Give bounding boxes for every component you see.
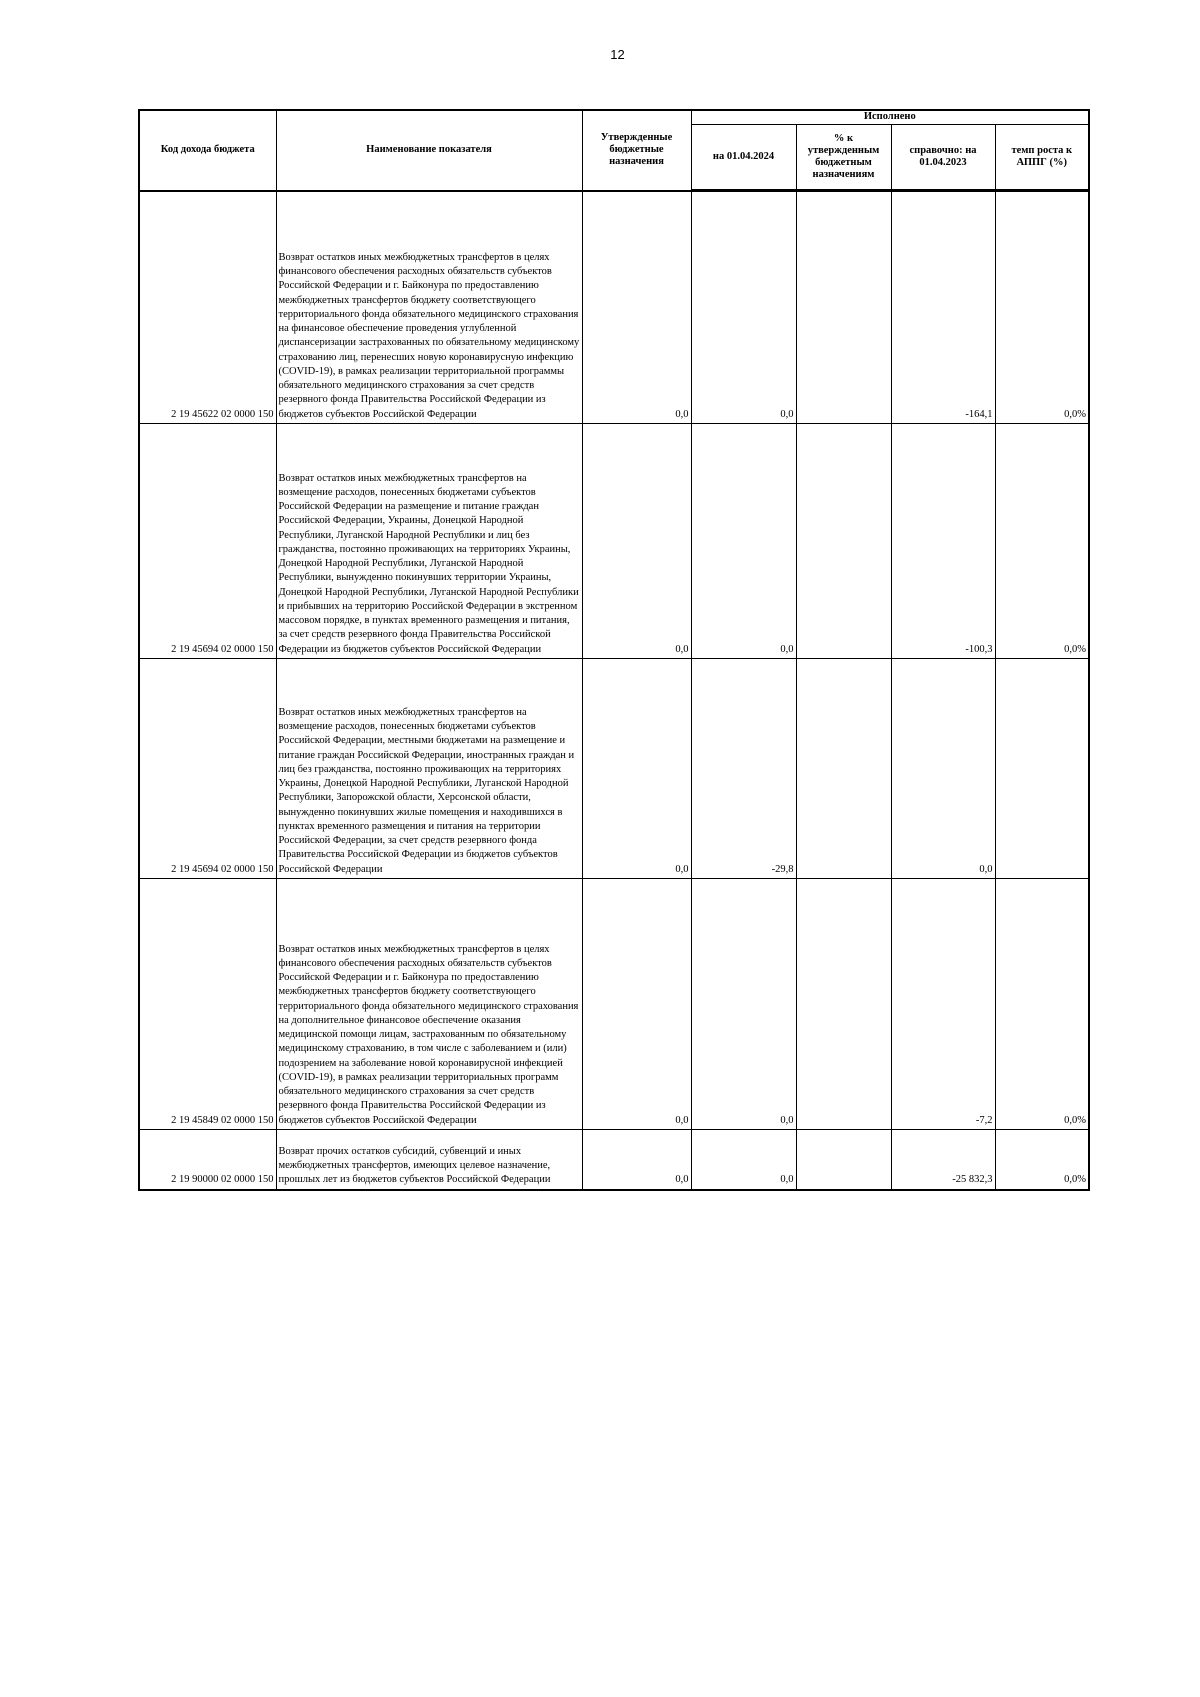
row-code: 2 19 45694 02 0000 150 [139, 659, 276, 879]
row-percent [796, 424, 891, 659]
row-reference: -25 832,3 [891, 1130, 995, 1190]
row-percent [796, 879, 891, 1130]
table-row [139, 1130, 1089, 1190]
table-row [139, 191, 1089, 424]
row-reference: -164,1 [891, 191, 995, 424]
row-growth: 0,0% [995, 1130, 1089, 1190]
row-reference: -7,2 [891, 879, 995, 1130]
budget-revenue-table [138, 109, 1090, 1191]
row-executed: 0,0 [691, 424, 796, 659]
header-percent: % к утвержденным бюджетным назначениям [796, 125, 891, 191]
table-row [139, 424, 1089, 659]
header-reference: справочно: на 01.04.2023 [891, 125, 995, 191]
header-approved: Утвержденные бюджетные назначения [582, 110, 691, 191]
row-growth: 0,0% [995, 879, 1089, 1130]
row-approved: 0,0 [582, 659, 691, 879]
header-code: Код дохода бюджета [139, 110, 276, 191]
row-code: 2 19 45694 02 0000 150 [139, 424, 276, 659]
row-executed: 0,0 [691, 879, 796, 1130]
header-growth: темп роста к АППГ (%) [995, 125, 1089, 191]
header-executed-group: Исполнено [691, 110, 1089, 125]
row-growth: 0,0% [995, 191, 1089, 424]
row-approved: 0,0 [582, 424, 691, 659]
row-name: Возврат остатков иных межбюджетных трансфертов в целях финансового обеспечения расходных обязательств субъектов Российской Федерации и г. Байконура по предоставлению межбюджетных трансфертов бюджету соответствующего территориального фонда обязательного медицинского страхования на дополнительное финансовое обеспечение оказания медицинской помощи лицам, застрахованным по обязательному медицинскому страхованию, в том числе с заболеванием и (или) подозрением на заболевание новой коронавирусной инфекцией (COVID-19), в рамках реализации территориальных программ обязательного медицинского страхования за счет средств резервного фонда Правительства Российской Федерации из бюджетов субъектов Российской Федерации [276, 879, 582, 1130]
table-header [139, 110, 1089, 191]
row-executed: 0,0 [691, 191, 796, 424]
row-code: 2 19 45622 02 0000 150 [139, 191, 276, 424]
row-growth: 0,0% [995, 424, 1089, 659]
row-percent [796, 191, 891, 424]
page-number: 12 [610, 47, 625, 62]
row-approved: 0,0 [582, 879, 691, 1130]
row-name: Возврат остатков иных межбюджетных трансфертов в целях финансового обеспечения расходных обязательств субъектов Российской Федерации и г. Байконура по предоставлению межбюджетных трансфертов бюджету соответствующего территориального фонда обязательного медицинского страхования на финансовое обеспечение проведения углубленной диспансеризации застрахованных по обязательному медицинскому страхованию лиц, перенесших новую коронавирусную инфекцию (COVID-19), в рамках реализации территориальной программы обязательного медицинского страхования за счет средств резервного фонда Правительства Российской Федерации из бюджетов субъектов Российской Федерации [276, 191, 582, 424]
row-code: 2 19 90000 02 0000 150 [139, 1130, 276, 1190]
row-name: Возврат остатков иных межбюджетных трансфертов на возмещение расходов, понесенных бюджетами субъектов Российской Федерации на размещение и питание граждан Российской Федерации, Украины, Донецкой Народной Республики, Луганской Народной Республики и лиц без гражданства, постоянно проживающих на территориях Украины, Донецкой Народной Республики, Луганской Народной Республики, вынужденно покинувших территории Украины, Донецкой Народной Республики, Луганской Народной Республики и прибывших на территорию Российской Федерации в экстренном массовом порядке, в пунктах временного размещения и питания, за счет средств резервного фонда Правительства Российской Федерации из бюджетов субъектов Российской Федерации [276, 424, 582, 659]
header-name: Наименование показателя [276, 110, 582, 191]
row-reference: -100,3 [891, 424, 995, 659]
row-executed: 0,0 [691, 1130, 796, 1190]
row-percent [796, 659, 891, 879]
row-code: 2 19 45849 02 0000 150 [139, 879, 276, 1130]
row-reference: 0,0 [891, 659, 995, 879]
row-growth [995, 659, 1089, 879]
header-executed-date: на 01.04.2024 [691, 125, 796, 191]
row-executed: -29,8 [691, 659, 796, 879]
row-approved: 0,0 [582, 1130, 691, 1190]
table-body [139, 191, 1089, 1190]
row-name: Возврат остатков иных межбюджетных трансфертов на возмещение расходов, понесенных бюджетами субъектов Российской Федерации, местными бюджетами на размещение и питание граждан Российской Федерации, иностранных граждан и лиц без гражданства, постоянно проживающих на территориях Украины, Донецкой Народной Республики, Луганской Народной Республики, Запорожской области, Херсонской области, вынужденно покинувших жилые помещения и находившихся в пунктах временного размещения и питания на территории Российской Федерации, за счет средств резервного фонда Правительства Российской Федерации из бюджетов субъектов Российской Федерации [276, 659, 582, 879]
table-row [139, 659, 1089, 879]
row-name: Возврат прочих остатков субсидий, субвенций и иных межбюджетных трансфертов, имеющих целевое назначение, прошлых лет из бюджетов субъектов Российской Федерации [276, 1130, 582, 1190]
table-row [139, 879, 1089, 1130]
row-approved: 0,0 [582, 191, 691, 424]
row-percent [796, 1130, 891, 1190]
